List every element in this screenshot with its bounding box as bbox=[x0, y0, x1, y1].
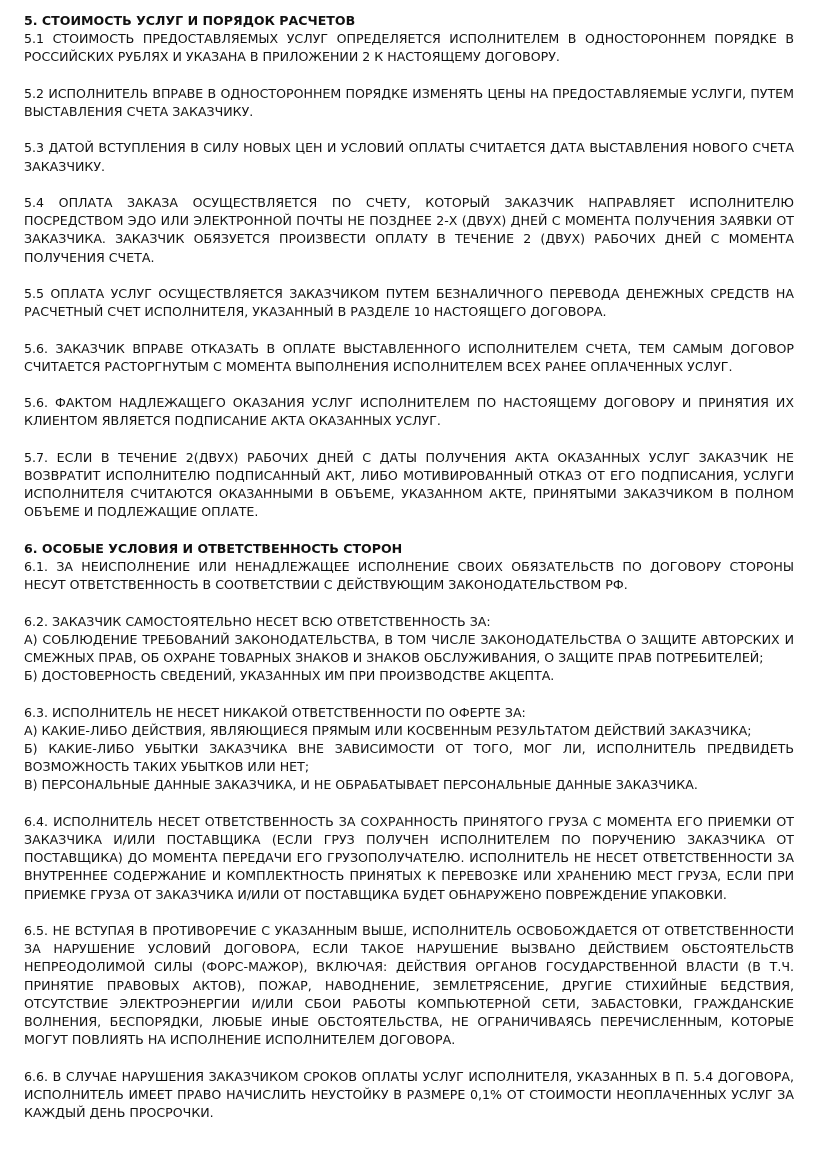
clause-6-1: 6.1. ЗА НЕИСПОЛНЕНИЕ ИЛИ НЕНАДЛЕЖАЩЕЕ ИСПОЛНЕНИЕ СВОИХ ОБЯЗАТЕЛЬСТВ ПО ДОГОВОРУ СТОРОНЫ НЕСУТ ОТВЕТСТВЕННОСТЬ В СООТВЕТСТВИИ С ДЕЙСТВУЮЩИМ ЗАКОНОДАТЕЛЬСТВОМ РФ. bbox=[24, 558, 794, 593]
clause-6-2-intro: 6.2. ЗАКАЗЧИК САМОСТОЯТЕЛЬНО НЕСЕТ ВСЮ ОТВЕТСТВЕННОСТЬ ЗА: bbox=[24, 613, 491, 629]
clause-6-3-item-b: Б) КАКИЕ-ЛИБО УБЫТКИ ЗАКАЗЧИКА ВНЕ ЗАВИСИМОСТИ ОТ ТОГО, МОГ ЛИ, ИСПОЛНИТЕЛЬ ПРЕДВИДЕТЬ ВОЗМОЖНОСТЬ ТАКИХ УБЫТКОВ ИЛИ НЕТ; bbox=[24, 740, 794, 775]
document-page bbox=[24, 12, 794, 1122]
clause-5-7: 5.7. ЕСЛИ В ТЕЧЕНИЕ 2(ДВУХ) РАБОЧИХ ДНЕЙ С ДАТЫ ПОЛУЧЕНИЯ АКТА ОКАЗАННЫХ УСЛУГ ЗАКАЗЧИК НЕ ВОЗВРАТИТ ИСПОЛНИТЕЛЮ ПОДПИСАННЫЙ АКТ, ЛИБО МОТИВИРОВАННЫЙ ОТКАЗ ОТ ЕГО ПОДПИСАНИЯ, УСЛУГИ ИСПОЛНИТЕЛЯ СЧИТАЮТСЯ ОКАЗАННЫМИ В ОБЪЕМЕ, УКАЗАННОМ АКТЕ, ПРИНЯТЫМИ ЗАКАЗЧИКОМ В ПОЛНОМ ОБЪЕМЕ И ПОДЛЕЖАЩИЕ ОПЛАТЕ. bbox=[24, 449, 794, 520]
clause-5-5: 5.5 ОПЛАТА УСЛУГ ОСУЩЕСТВЛЯЕТСЯ ЗАКАЗЧИКОМ ПУТЕМ БЕЗНАЛИЧНОГО ПЕРЕВОДА ДЕНЕЖНЫХ СРЕДСТВ НА РАСЧЕТНЫЙ СЧЕТ ИСПОЛНИТЕЛЯ, УКАЗАННЫЙ В РАЗДЕЛЕ 10 НАСТОЯЩЕГО ДОГОВОРА. bbox=[24, 285, 794, 320]
clause-6-3 bbox=[24, 704, 794, 795]
clause-6-6: 6.6. В СЛУЧАЕ НАРУШЕНИЯ ЗАКАЗЧИКОМ СРОКОВ ОПЛАТЫ УСЛУГ ИСПОЛНИТЕЛЯ, УКАЗАННЫХ В П. 5.4 ДОГОВОРА, ИСПОЛНИТЕЛЬ ИМЕЕТ ПРАВО НАЧИСЛИТЬ НЕУСТОЙКУ В РАЗМЕРЕ 0,1% ОТ СТОИМОСТИ НЕОПЛАЧЕННЫХ УСЛУГ ЗА КАЖДЫЙ ДЕНЬ ПРОСРОЧКИ. bbox=[24, 1068, 794, 1120]
clause-5-6-acceptance: 5.6. ФАКТОМ НАДЛЕЖАЩЕГО ОКАЗАНИЯ УСЛУГ ИСПОЛНИТЕЛЕМ ПО НАСТОЯЩЕМУ ДОГОВОРУ И ПРИНЯТИЯ ИХ КЛИЕНТОМ ЯВЛЯЕТСЯ ПОДПИСАНИЕ АКТА ОКАЗАННЫХ УСЛУГ. bbox=[24, 395, 794, 429]
section-6-heading: 6. ОСОБЫЕ УСЛОВИЯ И ОТВЕТСТВЕННОСТЬ СТОРОН bbox=[24, 540, 403, 556]
clause-6-2-item-a: А) СОБЛЮДЕНИЕ ТРЕБОВАНИЙ ЗАКОНОДАТЕЛЬСТВА, В ТОМ ЧИСЛЕ ЗАКОНОДАТЕЛЬСТВА О ЗАЩИТЕ АВТОРСКИХ И СМЕЖНЫХ ПРАВ, ОБ ОХРАНЕ ТОВАРНЫХ ЗНАКОВ И ЗНАКОВ ОБСЛУЖИВАНИЯ, О ЗАЩИТЕ ПРАВ ПОТРЕБИТЕЛЕЙ; bbox=[24, 631, 794, 665]
clause-5-4: 5.4 ОПЛАТА ЗАКАЗА ОСУЩЕСТВЛЯЕТСЯ ПО СЧЕТУ, КОТОРЫЙ ЗАКАЗЧИК НАПРАВЛЯЕТ ИСПОЛНИТЕЛЮ ПОСРЕДСТВОМ ЭДО ИЛИ ЭЛЕКТРОННОЙ ПОЧТЫ НЕ ПОЗДНЕЕ 2-Х (ДВУХ) ДНЕЙ С МОМЕНТА ПОЛУЧЕНИЯ ЗАЯВКИ ОТ ЗАКАЗЧИКА. ЗАКАЗЧИК ОБЯЗУЕТСЯ ПРОИЗВЕСТИ ОПЛАТУ В ТЕЧЕНИЕ 2 (ДВУХ) РАБОЧИХ ДНЕЙ С МОМЕНТА ПОЛУЧЕНИЯ СЧЕТА. bbox=[24, 194, 794, 265]
clause-6-2 bbox=[24, 613, 794, 686]
clause-5-3: 5.3 ДАТОЙ ВСТУПЛЕНИЯ В СИЛУ НОВЫХ ЦЕН И УСЛОВИЙ ОПЛАТЫ СЧИТАЕТСЯ ДАТА ВЫСТАВЛЕНИЯ НОВОГО СЧЕТА ЗАКАЗЧИКУ. bbox=[24, 140, 794, 174]
clause-5-1: 5.1 СТОИМОСТЬ ПРЕДОСТАВЛЯЕМЫХ УСЛУГ ОПРЕДЕЛЯЕТСЯ ИСПОЛНИТЕЛЕМ В ОДНОСТОРОННЕМ ПОРЯДКЕ В РОССИЙСКИХ РУБЛЯХ И УКАЗАНА В ПРИЛОЖЕНИИ 2 К НАСТОЯЩЕМУ ДОГОВОРУ. bbox=[24, 31, 794, 65]
clause-5-2: 5.2 ИСПОЛНИТЕЛЬ ВПРАВЕ В ОДНОСТОРОННЕМ ПОРЯДКЕ ИЗМЕНЯТЬ ЦЕНЫ НА ПРЕДОСТАВЛЯЕМЫЕ УСЛУГИ, ПУТЕМ ВЫСТАВЛЕНИЯ СЧЕТА ЗАКАЗЧИКУ. bbox=[24, 85, 794, 119]
clause-5-6-refusal: 5.6. ЗАКАЗЧИК ВПРАВЕ ОТКАЗАТЬ В ОПЛАТЕ ВЫСТАВЛЕННОГО ИСПОЛНИТЕЛЕМ СЧЕТА, ТЕМ САМЫМ ДОГОВОР СЧИТАЕТСЯ РАСТОРГНУТЫМ С МОМЕНТА ВЫПОЛНЕНИЯ ИСПОЛНИТЕЛЕМ ВСЕХ РАНЕЕ ОПЛАЧЕННЫХ УСЛУГ. bbox=[24, 340, 794, 374]
section-5-heading: 5. СТОИМОСТЬ УСЛУГ И ПОРЯДОК РАСЧЕТОВ bbox=[24, 13, 356, 28]
clause-6-3-item-c: В) ПЕРСОНАЛЬНЫЕ ДАННЫЕ ЗАКАЗЧИКА, И НЕ ОБРАБАТЫВАЕТ ПЕРСОНАЛЬНЫЕ ДАННЫЕ ЗАКАЗЧИКА. bbox=[24, 777, 698, 793]
clause-6-4: 6.4. ИСПОЛНИТЕЛЬ НЕСЕТ ОТВЕТСТВЕННОСТЬ ЗА СОХРАННОСТЬ ПРИНЯТОГО ГРУЗА С МОМЕНТА ЕГО ПРИЕМКИ ОТ ЗАКАЗЧИКА И/ИЛИ ПОСТАВЩИКА (ЕСЛИ ГРУЗ ПОЛУЧЕН ИСПОЛНИТЕЛЕМ ПО ПОРУЧЕНИЮ ЗАКАЗЧИКА ОТ ПОСТАВЩИКА) ДО МОМЕНТА ПЕРЕДАЧИ ЕГО ГРУЗОПОЛУЧАТЕЛЮ. ИСПОЛНИТЕЛЬ НЕ НЕСЕТ ОТВЕТСТВЕННОСТИ ЗА ВНУТРЕННЕЕ СОДЕРЖАНИЕ И КОМПЛЕКТНОСТЬ ПРИНЯТЫХ К ПЕРЕВОЗКЕ ИЛИ ХРАНЕНИЮ МЕСТ ГРУЗА, ЕСЛИ ПРИ ПРИЕМКЕ ГРУЗА ОТ ЗАКАЗЧИКА И/ИЛИ ОТ ПОСТАВЩИКА БУДЕТ ОБНАРУЖЕНО ПОВРЕЖДЕНИЕ УПАКОВКИ. bbox=[24, 813, 794, 902]
clause-6-2-item-b: Б) ДОСТОВЕРНОСТЬ СВЕДЕНИЙ, УКАЗАННЫХ ИМ ПРИ ПРОИЗВОДСТВЕ АКЦЕПТА. bbox=[24, 668, 555, 684]
clause-6-3-item-a: А) КАКИЕ-ЛИБО ДЕЙСТВИЯ, ЯВЛЯЮЩИЕСЯ ПРЯМЫМ ИЛИ КОСВЕННЫМ РЕЗУЛЬТАТОМ ДЕЙСТВИЙ ЗАКАЗЧИКА; bbox=[24, 722, 752, 738]
clause-6-3-intro: 6.3. ИСПОЛНИТЕЛЬ НЕ НЕСЕТ НИКАКОЙ ОТВЕТСТВЕННОСТИ ПО ОФЕРТЕ ЗА: bbox=[24, 704, 526, 720]
clause-6-5: 6.5. НЕ ВСТУПАЯ В ПРОТИВОРЕЧИЕ С УКАЗАННЫМ ВЫШЕ, ИСПОЛНИТЕЛЬ ОСВОБОЖДАЕТСЯ ОТ ОТВЕТСТВЕННОСТИ ЗА НАРУШЕНИЕ УСЛОВИЙ ДОГОВОРА, ЕСЛИ ТАКОЕ НАРУШЕНИЕ ВЫЗВАНО ДЕЙСТВИЕМ ОБСТОЯТЕЛЬСТВ НЕПРЕОДОЛИМОЙ СИЛЫ (ФОРС-МАЖОР), ВКЛЮЧАЯ: ДЕЙСТВИЯ ОРГАНОВ ГОСУДАРСТВЕННОЙ ВЛАСТИ (В Т.Ч. ПРИНЯТИЕ ПРАВОВЫХ АКТОВ), ПОЖАР, НАВОДНЕНИЕ, ЗЕМЛЕТРЯСЕНИЕ, ДРУГИЕ СТИХИЙНЫЕ БЕДСТВИЯ, ОТСУТСТВИЕ ЭЛЕКТРОЭНЕРГИИ И/ИЛИ СБОИ РАБОТЫ КОМПЬЮТЕРНОЙ СЕТИ, ЗАБАСТОВКИ, ГРАЖДАНСКИЕ ВОЛНЕНИЯ, БЕСПОРЯДКИ, ЛЮБЫЕ ИНЫЕ ОБСТОЯТЕЛЬСТВА, НЕ ОГРАНИЧИВАЯСЬ ПЕРЕЧИСЛЕННЫМ, КОТОРЫЕ МОГУТ ПОВЛИЯТЬ НА ИСПОЛНЕНИЕ ИСПОЛНИТЕЛЕМ ДОГОВОРА. bbox=[24, 922, 794, 1048]
